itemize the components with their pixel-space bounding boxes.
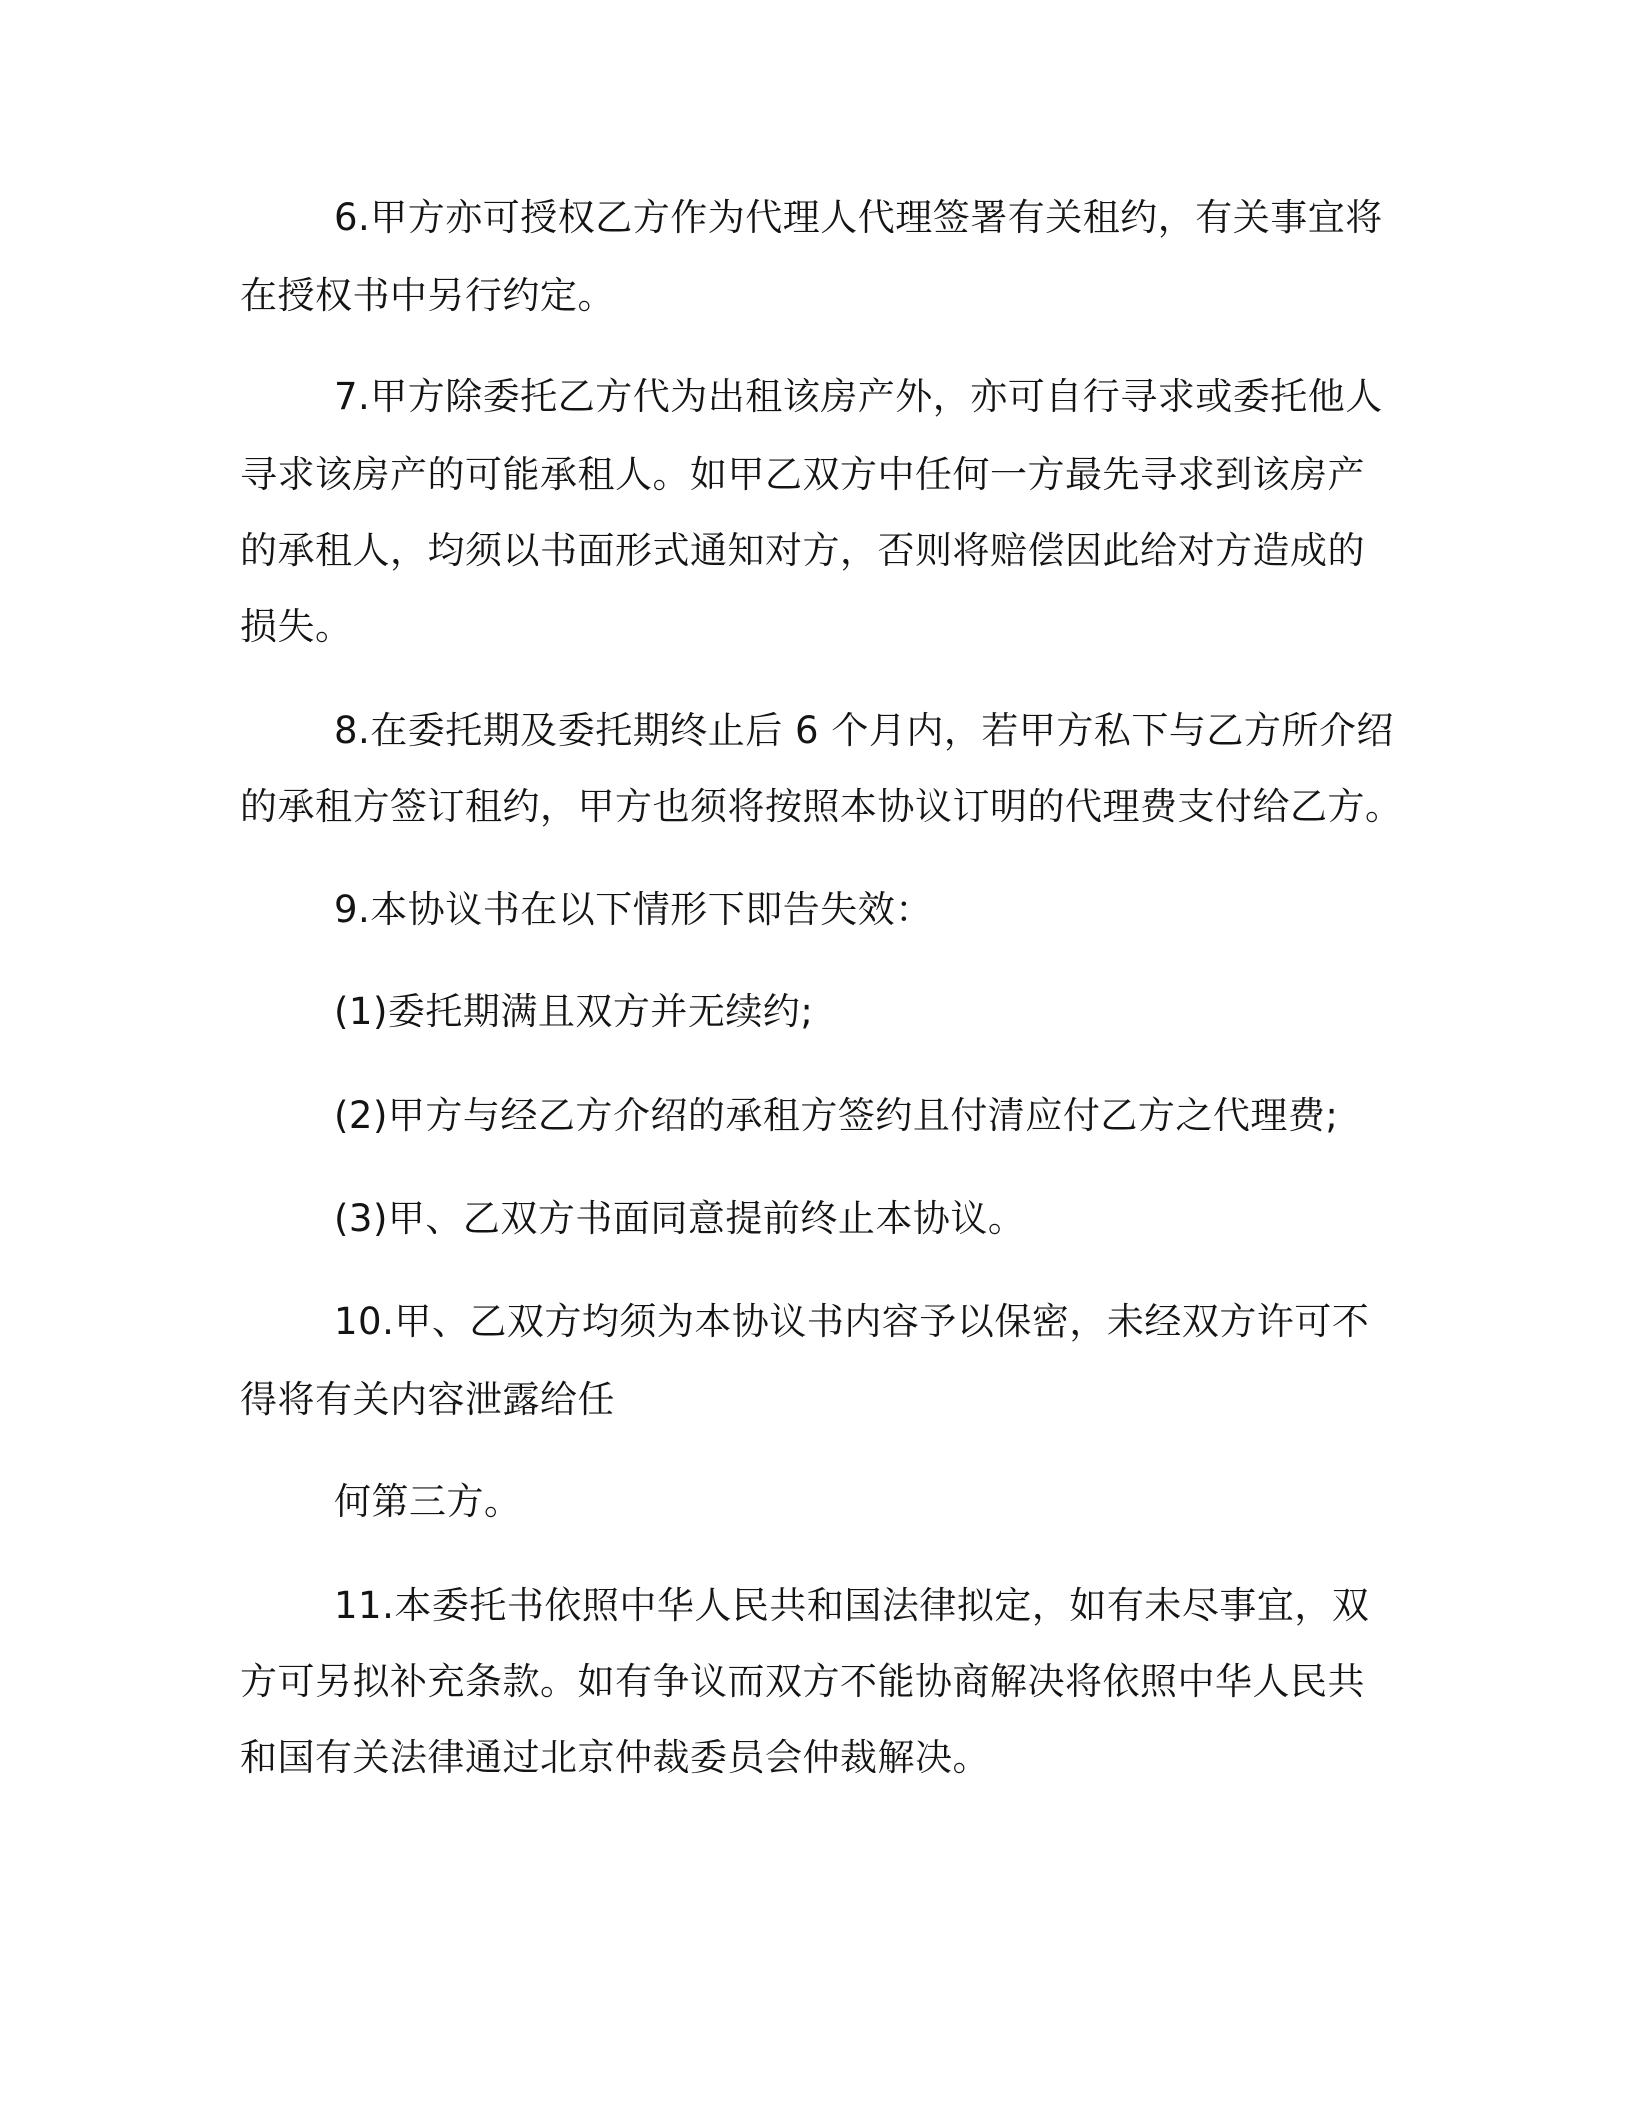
- clause-10-line-3: 何第三方。: [334, 1480, 522, 1523]
- clause-6-line-2: 在授权书中另行约定。: [240, 274, 615, 317]
- clause-11-line-2: 方可另拟补充条款。如有争议而双方不能协商解决将依照中华人民共: [240, 1660, 1365, 1703]
- clause-8-line-2: 的承租方签订租约，甲方也须将按照本协议订明的代理费支付给乙方。: [240, 785, 1403, 828]
- clause-6-line-1: 6.甲方亦可授权乙方作为代理人代理签署有关租约，有关事宜将: [334, 196, 1383, 239]
- clause-7-line-4: 损失。: [240, 605, 353, 648]
- clause-7-line-3: 的承租人，均须以书面形式通知对方，否则将赔偿因此给对方造成的: [240, 529, 1365, 572]
- clause-11-line-1: 11.本委托书依照中华人民共和国法律拟定，如有未尽事宜，双: [334, 1584, 1370, 1627]
- clause-11-line-3: 和国有关法律通过北京仲裁委员会仲裁解决。: [240, 1736, 990, 1779]
- clause-10-line-2: 得将有关内容泄露给任: [240, 1378, 615, 1421]
- clause-9-item-1: (1)委托期满且双方并无续约;: [334, 990, 814, 1033]
- clause-7-line-2: 寻求该房产的可能承租人。如甲乙双方中任何一方最先寻求到该房产: [240, 453, 1365, 496]
- clause-9-item-3: (3)甲、乙双方书面同意提前终止本协议。: [334, 1197, 1026, 1240]
- clause-7-line-1: 7.甲方除委托乙方代为出租该房产外，亦可自行寻求或委托他人: [334, 375, 1383, 418]
- clause-9-heading: 9.本协议书在以下情形下即告失效：: [334, 888, 933, 931]
- clause-9-item-2: (2)甲方与经乙方介绍的承租方签约且付清应付乙方之代理费;: [334, 1094, 1339, 1137]
- clause-10-line-1: 10.甲、乙双方均须为本协议书内容予以保密，未经双方许可不: [334, 1300, 1370, 1343]
- clause-8-line-1: 8.在委托期及委托期终止后 6 个月内，若甲方私下与乙方所介绍: [334, 709, 1394, 752]
